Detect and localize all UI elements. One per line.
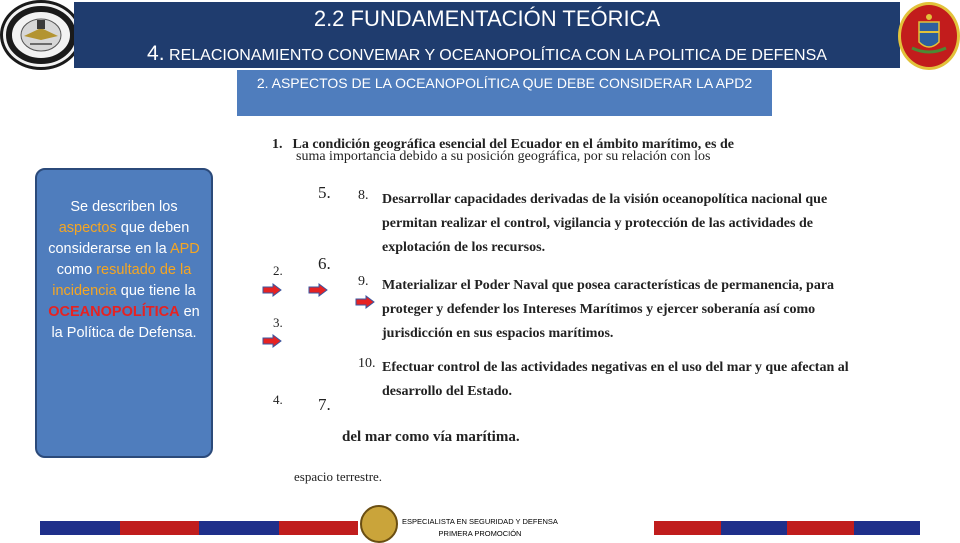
item-1-cut-line: [296, 149, 756, 167]
subsection-header: 2. ASPECTOS DE LA OCEANOPOLÍTICA QUE DEBE CONSIDERAR LA APD2: [237, 70, 772, 116]
flag-stripe-red: [787, 521, 854, 535]
item-8-line-2: permitan realizar el control, vigilancia y protección de las actividades de: [382, 216, 813, 231]
flag-stripe-red: [279, 521, 359, 535]
item-9-line-2: proteger y defender los Intereses Marítimos y ejercer soberanía así como: [382, 302, 816, 317]
item-9-number: 9.: [358, 274, 369, 289]
section-number: 4.: [147, 42, 165, 65]
footer-line-2: PRIMERA PROMOCIÓN: [438, 529, 522, 538]
desc-text-1: Se describen los: [70, 199, 178, 215]
flag-stripe-red: [654, 521, 721, 535]
flag-stripe-blue: [199, 521, 279, 535]
comando-conjunto-seal: [0, 0, 82, 70]
right-arrow-icon: [308, 283, 328, 297]
desc-text-3: como: [56, 262, 93, 278]
fragment-terrestre: espacio terrestre.: [294, 469, 383, 484]
footer-caption: [400, 516, 560, 540]
academy-seal: [898, 2, 960, 70]
item-9-line-3: jurisdicción en sus espacios marítimos.: [382, 326, 614, 341]
item-7-number: 7.: [318, 395, 331, 414]
fragment-mar: del mar como vía marítima.: [342, 429, 520, 445]
item-4-number: 4.: [273, 392, 283, 407]
item-6-number: 6.: [318, 254, 331, 273]
item-8-number: 8.: [358, 188, 369, 203]
item-8-line-3: explotación de los recursos.: [382, 240, 546, 255]
right-arrow-icon: [355, 295, 375, 309]
section-subtitle: [74, 42, 900, 66]
footer-line-1: ESPECIALISTA EN SEGURIDAD Y DEFENSA: [402, 517, 558, 526]
flag-stripe-blue: [721, 521, 788, 535]
desc-highlight-incidencia: resultado de la incidencia: [52, 262, 192, 299]
footer-seal: [360, 505, 398, 543]
item-2-number: 2.: [273, 263, 283, 278]
desc-text-2: que deben considerarse en la: [48, 220, 190, 257]
seal-emblem-icon: [6, 6, 76, 64]
desc-text-5: en la Política de Defensa.: [51, 304, 200, 341]
desc-highlight-aspectos: aspectos: [58, 220, 117, 236]
page-title: 2.2 FUNDAMENTACIÓN TEÓRICA: [313, 6, 661, 31]
footer-flag-bar-right: [654, 521, 920, 535]
description-box: [35, 168, 213, 458]
item-10-number: 10.: [358, 356, 376, 371]
right-arrow-icon: [262, 283, 282, 297]
item-5-number: 5.: [318, 183, 331, 202]
item-1-number: 1.: [272, 137, 283, 152]
flag-stripe-blue: [40, 521, 120, 535]
flag-stripe-red: [120, 521, 200, 535]
item-3-number: 3.: [273, 315, 283, 330]
section-subtitle-text: RELACIONAMIENTO CONVEMAR Y OCEANOPOLÍTICA CON LA POLITICA DE DEFENSA: [169, 47, 827, 64]
seal-shield-icon: [904, 8, 954, 64]
desc-highlight-apd: APD: [169, 241, 200, 257]
item-10-line-1: Efectuar control de las actividades negativas en el uso del mar y que afectan al: [382, 360, 849, 375]
header-banner: [74, 2, 900, 68]
desc-text-4: que tiene la: [120, 283, 196, 299]
right-arrow-icon: [262, 334, 282, 348]
item-1-text: La condición geográfica esencial del Ecuador en el ámbito marítimo, es de: [292, 137, 734, 152]
item-8-line-1: Desarrollar capacidades derivadas de la visión oceanopolítica nacional que: [382, 192, 828, 207]
item-9-line-1: Materializar el Poder Naval que posea características de permanencia, para: [382, 278, 835, 293]
footer-flag-bar-left: [40, 521, 358, 535]
item-1-cut-text: suma importancia debido a su posición geográfica, por su relación con los: [296, 149, 711, 164]
desc-highlight-oceanopolitica: OCEANOPOLÍTICA: [48, 304, 180, 320]
flag-stripe-blue: [854, 521, 921, 535]
item-10-line-2: desarrollo del Estado.: [382, 384, 513, 399]
